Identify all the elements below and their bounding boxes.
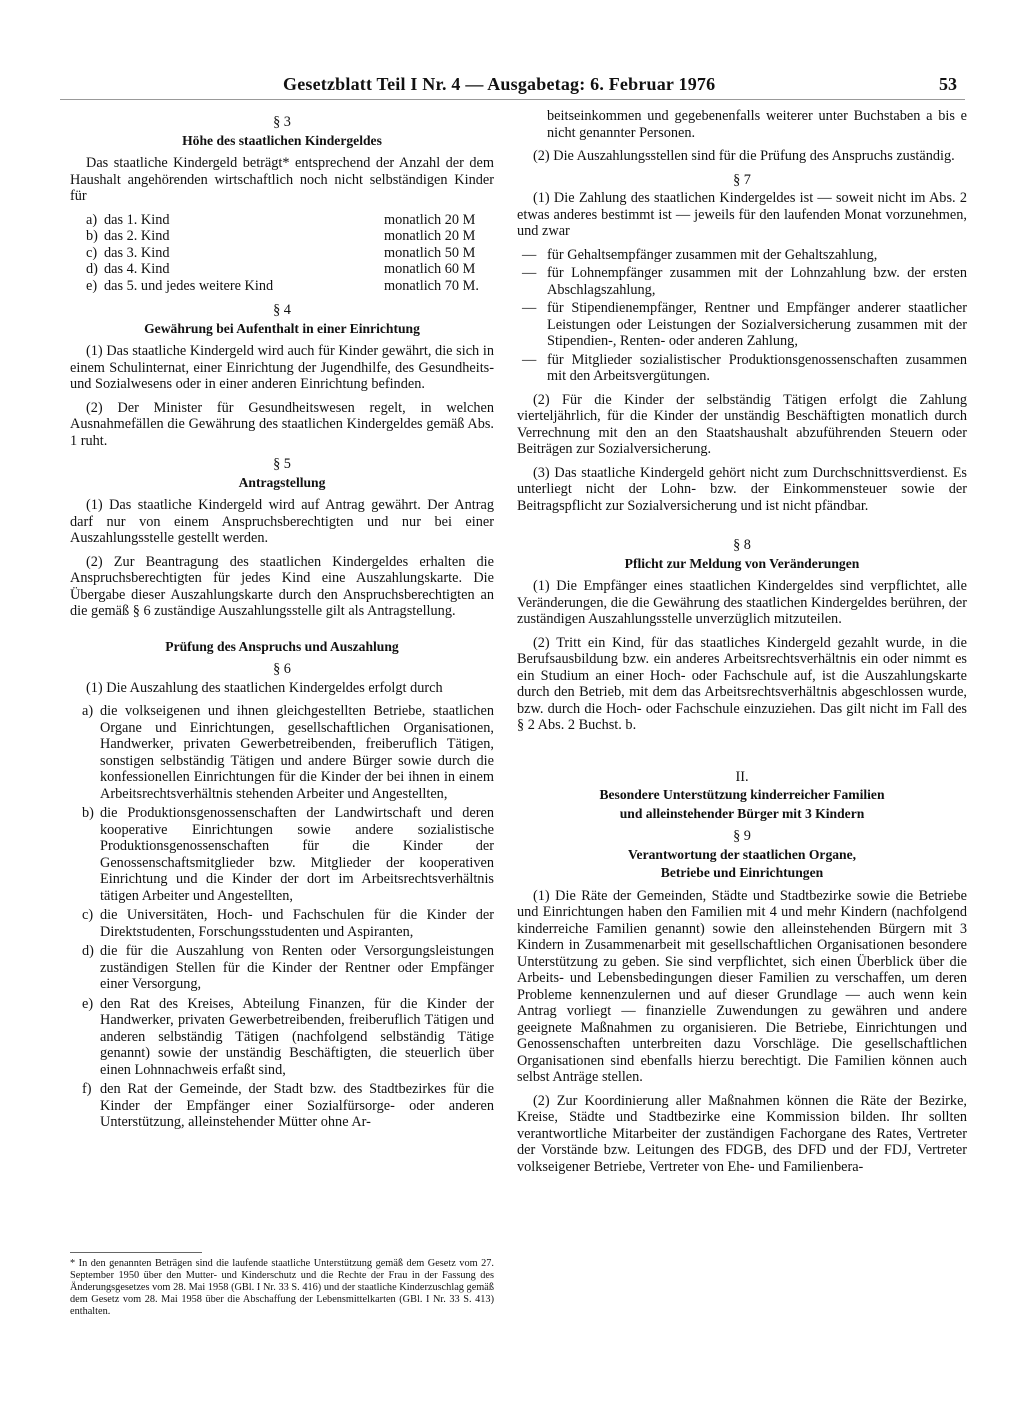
section-9-number: § 9 <box>733 828 751 844</box>
list-text: die Produktionsgenossenschaften der Landwirtschaft und deren kooperative Einrichtungen sowie andere sozialistische Produktionsgenossenschaften für die Kinder der Genossenschaftsmitglieder bzw. Mitglieder der kooperativen Einrichtung und die Kinder der dort im Arbeitsrechtsverhältnis tätigen Arbeiter und Angestellten, <box>100 805 494 904</box>
footnote-rule <box>70 1252 202 1253</box>
section-8-number: § 8 <box>733 537 751 553</box>
section-3-title: Höhe des staatlichen Kindergeldes <box>182 132 382 148</box>
rate-amount: monatlich 50 M <box>384 244 476 261</box>
page-header <box>0 74 1024 98</box>
continuation-text: beitseinkommen und gegebenenfalls weiterer unter Buchstaben a bis e nicht genannter Personen. <box>547 108 967 141</box>
section-5-number: § 5 <box>273 456 291 472</box>
section-4-title: Gewährung bei Aufenthalt in einer Einrichtung <box>144 320 420 336</box>
section-3-number: § 3 <box>273 114 291 130</box>
list-item <box>70 907 494 940</box>
list-text: die volkseigenen und ihnen gleichgestellten Betriebe, staatlichen Organe und Einrichtungen, gesellschaftlichen Organisationen, Handwerker, privaten Gewerbetreibenden, freiberuflich Tätigen, sonstigen selbständig Tätigen und andere Bürger sowie durch die konfessionellen Einrichtungen für die Kinder der bei ihnen in einem Arbeitsrechtsverhältnis stehenden Arbeiter und Angestellten, <box>100 703 494 802</box>
right-column <box>517 108 967 1182</box>
group-title: Prüfung des Anspruchs und Auszahlung <box>165 638 399 654</box>
list-text: für Mitglieder sozialistischer Produktionsgenossenschaften zusammen mit den Arbeitsvergütungen. <box>547 351 967 384</box>
rate-amount: monatlich 70 M. <box>384 277 479 294</box>
rate-child: das 1. Kind <box>104 211 170 228</box>
list-text: für Stipendienempfänger, Rentner und Empfänger anderer staatlicher Leistungen oder Leistungen der Sozialversicherung zusammen mit der Stipendien-, Renten- oder anderen Zahlung, <box>547 300 967 349</box>
list-item <box>517 352 967 385</box>
rate-child: das 4. Kind <box>104 261 170 277</box>
rate-label: d) <box>86 261 98 277</box>
part-2-title-line-1: Besondere Unterstützung kinderreicher Familien <box>599 787 885 802</box>
list-marker: — <box>522 265 537 281</box>
rate-child: das 2. Kind <box>104 228 170 244</box>
rate-row <box>70 245 494 262</box>
list-item <box>70 1081 494 1131</box>
rate-row <box>70 261 494 278</box>
section-4-para-2: (2) Der Minister für Gesundheitswesen regelt, in welchen Ausnahmefällen die Gewährung des staatlichen Kindergeldes gemäß Abs. 1 ruht. <box>70 399 494 449</box>
list-marker: — <box>522 351 537 368</box>
section-6-para-1: (1) Die Auszahlung des staatlichen Kindergeldes erfolgt durch <box>86 679 443 696</box>
section-3-intro: Das staatliche Kindergeld beträgt* entsprechend der Anzahl der dem Haushalt angehörenden wirtschaftlich noch nicht selbständigen Kinder für <box>70 155 494 204</box>
section-7-para-3: (3) Das staatliche Kindergeld gehört nicht zum Durchschnittsverdienst. Es unterliegt nicht der Lohn- bzw. der Einkommensteuer sowie der Beitragspflicht zur Sozialversicherung und ist nicht pfändbar. <box>517 464 967 514</box>
list-marker: — <box>522 300 537 316</box>
rate-amount: monatlich 20 M <box>384 211 476 228</box>
section-4-number: § 4 <box>273 302 291 318</box>
section-8-title: Pflicht zur Meldung von Veränderungen <box>624 555 860 571</box>
header-title: Gesetzblatt Teil I Nr. 4 — Ausgabetag: 6. Februar 1976 <box>283 74 716 94</box>
rate-label: c) <box>86 244 98 261</box>
list-item <box>70 805 494 904</box>
rate-label: b) <box>86 228 98 244</box>
part-2-number: II. <box>735 768 749 785</box>
rate-row <box>70 278 494 295</box>
header-rule <box>60 99 965 100</box>
section-9-title-line-1: Verantwortung der staatlichen Organe, <box>627 846 857 862</box>
list-text: die Universitäten, Hoch- und Fachschulen für die Kinder der Direktstudenten, Forschungsstudenten und Aspiranten, <box>100 907 494 940</box>
footnote: * In den genannten Beträgen sind die laufende staatliche Unterstützung gemäß dem Gesetz vom 27. September 1950 über den Mutter- und Kinderschutz und die Rechte der Frau in der Fassung des Änderungsgesetzes vom 28. Mai 1958 (GBl. I Nr. 33 S. 416) und der staatliche Kinderzuschlag gemäß dem Gesetz vom 28. Mai 1958 über die Abschaffung der Lebensmittelkarten (GBl. I Nr. 33 S. 413) enthalten. <box>70 1258 494 1317</box>
list-item <box>70 943 494 993</box>
list-item <box>70 996 494 1079</box>
rate-row <box>70 212 494 229</box>
section-8-para-1: (1) Die Empfänger eines staatlichen Kindergeldes sind verpflichtet, alle Veränderungen, die die Gewährung des staatlichen Kindergeldes berühren, der zuständigen Auszahlungsstelle unverzüglich mitzuteilen. <box>517 578 967 627</box>
rate-amount: monatlich 20 M <box>384 228 476 244</box>
rate-row <box>70 228 494 245</box>
section-7-para-1: (1) Die Zahlung des staatlichen Kindergeldes ist — soweit nicht im Abs. 2 etwas anderes bestimmt ist — jeweils für den laufenden Monat vorzunehmen, und zwar <box>517 190 967 239</box>
list-marker: d) <box>82 943 94 959</box>
list-text: den Rat der Gemeinde, der Stadt bzw. des Stadtbezirkes für die Kinder der Empfänger einer Sozialfürsorge- oder anderen Unterstützung, alleinstehender Mütter ohne Ar- <box>100 1081 494 1130</box>
section-9-para-2: (2) Zur Koordinierung aller Maßnahmen können die Räte der Bezirke, Kreise, Städte und Stadtbezirke eine Kommission bilden. Ihr sollten verantwortliche Mitarbeiter der zuständigen Fachorgane des Rates, Vertreter der Vorstände bzw. Leitungen des FDGB, des DFD und der FDJ, Vertreter volkseigener Betriebe, Vertreter von Ehe- und Familienbera- <box>517 1092 967 1175</box>
payment-timing-list <box>517 247 967 385</box>
list-item <box>517 247 967 264</box>
section-7-para-2: (2) Für die Kinder der selbständig Tätigen erfolgt die Zahlung vierteljährlich, für die Kinder der unständig Beschäftigten monatlich durch Verrechnung mit den an den Staatshaushalt abzuführenden Steuern oder Beiträgen zur Sozialversicherung. <box>517 391 967 457</box>
rate-child: das 3. Kind <box>104 244 170 261</box>
list-marker: c) <box>82 907 94 923</box>
list-marker: f) <box>82 1081 92 1097</box>
section-7-number: § 7 <box>733 171 751 188</box>
page-number: 53 <box>939 74 957 94</box>
section-6-number: § 6 <box>273 661 291 677</box>
section-9-para-1: (1) Die Räte der Gemeinden, Städte und Stadtbezirke sowie die Betriebe und Einrichtungen haben den Familien mit 4 und mehr Kindern (nachfolgend kinderreiche Familien genannt) sowie den alleinstehenden Bürgern mit 3 Kindern in Zusammenarbeit mit gesellschaftlichen Organisationen besondere Unterstützung zu geben. Sie sind verpflichtet, sich einen Überblick über die Arbeits- und Lebensbedingungen dieser Familien zu verschaffen, um deren Probleme kennenzulernen und auf dieser Grundlage — auch wenn kein Antrag vorliegt — finanzielle Zuwendungen zu gewähren und andere geeignete Maßnahmen zu organisieren. Die Betriebe, Einrichtungen und Genossenschaften unterbreiten dazu Vorschläge. Die gesellschaftlichen Organisationen sind ebenfalls hierzu berechtigt. Die Familien können auch selbst Anträge stellen. <box>517 887 967 1085</box>
list-marker: — <box>522 246 537 263</box>
list-text: die für die Auszahlung von Renten oder Versorgungsleistungen zuständigen Stellen für die Kinder der Rentner oder Empfänger einer Versorgung, <box>100 943 494 992</box>
part-2-title-line-2: und alleinstehender Bürger mit 3 Kindern <box>619 805 865 821</box>
payer-list <box>70 703 494 1131</box>
list-marker: a) <box>82 703 94 719</box>
list-item <box>517 265 967 298</box>
section-5-para-1: (1) Das staatliche Kindergeld wird auf Antrag gewährt. Der Antrag darf nur von einem Anspruchsberechtigten und nur bei einer Auszahlungsstelle gestellt werden. <box>70 497 494 546</box>
list-marker: b) <box>82 805 94 821</box>
rate-label: a) <box>86 211 98 228</box>
list-item <box>70 703 494 802</box>
rate-label: e) <box>86 277 98 294</box>
section-5-para-2: (2) Zur Beantragung des staatlichen Kindergeldes erhalten die Anspruchsberechtigten für jedes Kind eine Auszahlungskarte. Die Übergabe dieser Auszahlungskarte durch den Anspruchsberechtigten an die gemäß § 6 zuständige Auszahlungsstelle gilt als Antragstellung. <box>70 553 494 619</box>
section-4-para-1: (1) Das staatliche Kindergeld wird auch für Kinder gewährt, die sich in einem Schulinternat, einer Einrichtung der Jugendhilfe, des Gesundheits- und Sozialwesens oder in einer anderen Einrichtung befinden. <box>70 343 494 392</box>
section-6-para-2: (2) Die Auszahlungsstellen sind für die Prüfung des Anspruchs zuständig. <box>533 148 955 164</box>
rate-amount: monatlich 60 M <box>384 261 476 277</box>
list-marker: e) <box>82 995 94 1012</box>
section-9-title-line-2: Betriebe und Einrichtungen <box>660 865 824 880</box>
kindergeld-rate-table <box>70 212 494 295</box>
list-text: für Gehaltsempfänger zusammen mit der Gehaltszahlung, <box>547 246 878 263</box>
left-column <box>70 108 494 1135</box>
section-5-title: Antragstellung <box>238 474 326 490</box>
rate-child: das 5. und jedes weitere Kind <box>104 277 274 294</box>
list-text: den Rat des Kreises, Abteilung Finanzen, für die Kinder der Handwerker, privaten Gewerbetreibenden, freiberuflich Tätigen und anderen selbständig Tätigen (nachfolgend selbständig Tätige genannt) sowie der unständig Beschäftigten, die steuerlich über einen Lohnnachweis erfaßt sind, <box>100 995 494 1078</box>
section-8-para-2: (2) Tritt ein Kind, für das staatliches Kindergeld gezahlt wurde, in die Berufsausbildung bzw. ein anderes Arbeitsrechtsverhältnis ein oder nimmt es ein Studium an einer Hoch- oder Fachschule auf, ist die Auszahlungskarte durch den Betrieb, mit dem das Arbeitsrechtsverhältnis abgeschlossen wurde, bzw. durch die Hoch- oder Fachschule einzuziehen. Das gilt nicht im Fall des § 2 Abs. 2 Buchst. b. <box>517 634 967 733</box>
list-text: für Lohnempfänger zusammen mit der Lohnzahlung bzw. der ersten Abschlagszahlung, <box>547 265 967 298</box>
list-item <box>517 300 967 350</box>
